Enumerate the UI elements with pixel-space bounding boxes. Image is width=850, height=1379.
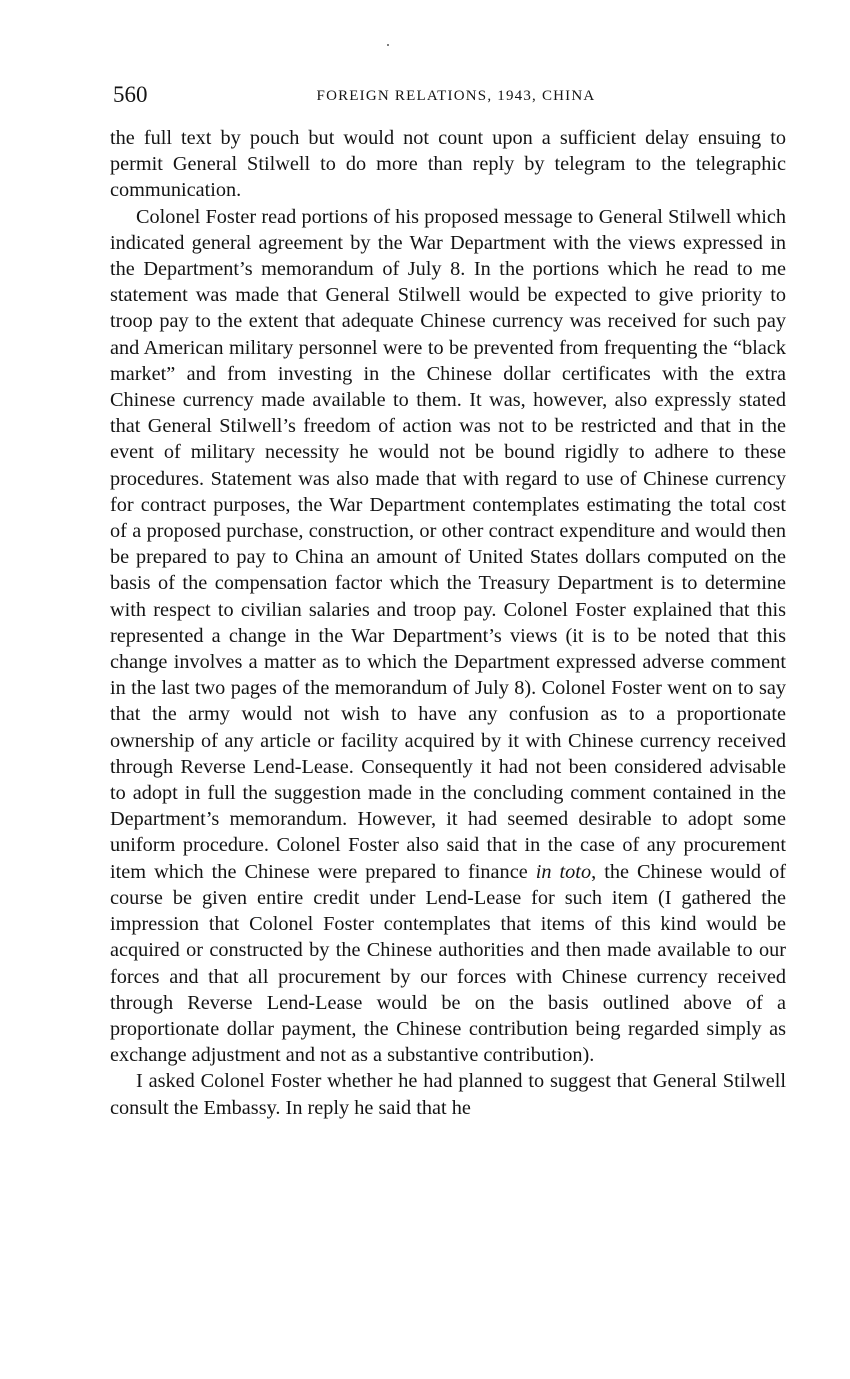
paragraph-text: the full text by pouch but would not count upon a sufficient delay ensuing to permit General Stilwell to do more than reply by telegram to the telegraphic communication. (110, 127, 786, 202)
paragraph-text-after: , the Chinese would of course be given entire credit under Lend-Lease for such item (I gathered the impression that Colonel Foster contemplates that items of this kind would be acquired or constructed by the Chinese authorities and then made available to our forces and that all procurement by our forces with Chinese currency received through Reverse Lend-Lease would be on the basis outlined above of a proportionate dollar payment, the Chinese contribution being regarded simply as exchange adjustment and not as a substantive contribution). (110, 860, 786, 1067)
body-text (110, 125, 786, 1121)
running-title: FOREIGN RELATIONS, 1943, CHINA (316, 88, 596, 104)
paragraph-continued (110, 125, 786, 204)
paragraph-text: Colonel Foster read portions of his proposed message to General Stilwell which indicated general agreement by the War Department with the views expressed in the Department’s memorandum of July 8. In the portions which he read to me statement was made that General Stilwell would be expected to give priority to troop pay to the extent that adequate Chinese currency was received for such pay and American military personnel were to be prevented from frequenting the “black market” and from investing in the Chinese dollar certificates with the extra Chinese currency made available to them. It was, however, also expressly stated that General Stilwell’s freedom of action was not to be restricted and that in the event of military necessity he would not be bound rigidly to adhere to these procedures. Statement was also made that with regard to use of Chinese currency for contract purposes, the War Department contemplates estimating the total cost of a proposed purchase, construction, or other contract expenditure and would then be prepared to pay to China an amount of United States dollars computed on the basis of the compensation factor which the Treasury Department is to determine with respect to civilian salaries and troop pay. Colonel Foster explained that this represented a change in the War Department’s views (it is to be noted that this change involves a matter as to which the Department expressed adverse comment in the last two pages of the memorandum of July 8). Colonel Foster went on to say that the army would not wish to have any confusion as to a proportionate ownership of any article or facility acquired by it with Chinese currency received through Reverse Lend-Lease. Consequently it had not been considered advisable to adopt in full the suggestion made in the concluding comment contained in the Department’s memorandum. However, it had seemed desirable to adopt some uniform procedure. Colonel Foster also said that in the case of any procurement item which the Chinese were prepared to finance (110, 205, 786, 883)
paragraph-foster-message (110, 204, 786, 1069)
paragraph-text: I asked Colonel Foster whether he had planned to suggest that General Stilwell consult the Embassy. In reply he said that he (110, 1070, 786, 1119)
page-header (113, 80, 785, 110)
scan-speck (387, 44, 389, 46)
page-number: 560 (113, 82, 148, 107)
paragraph-embassy-question (110, 1068, 786, 1120)
italic-phrase: in toto (535, 860, 592, 883)
